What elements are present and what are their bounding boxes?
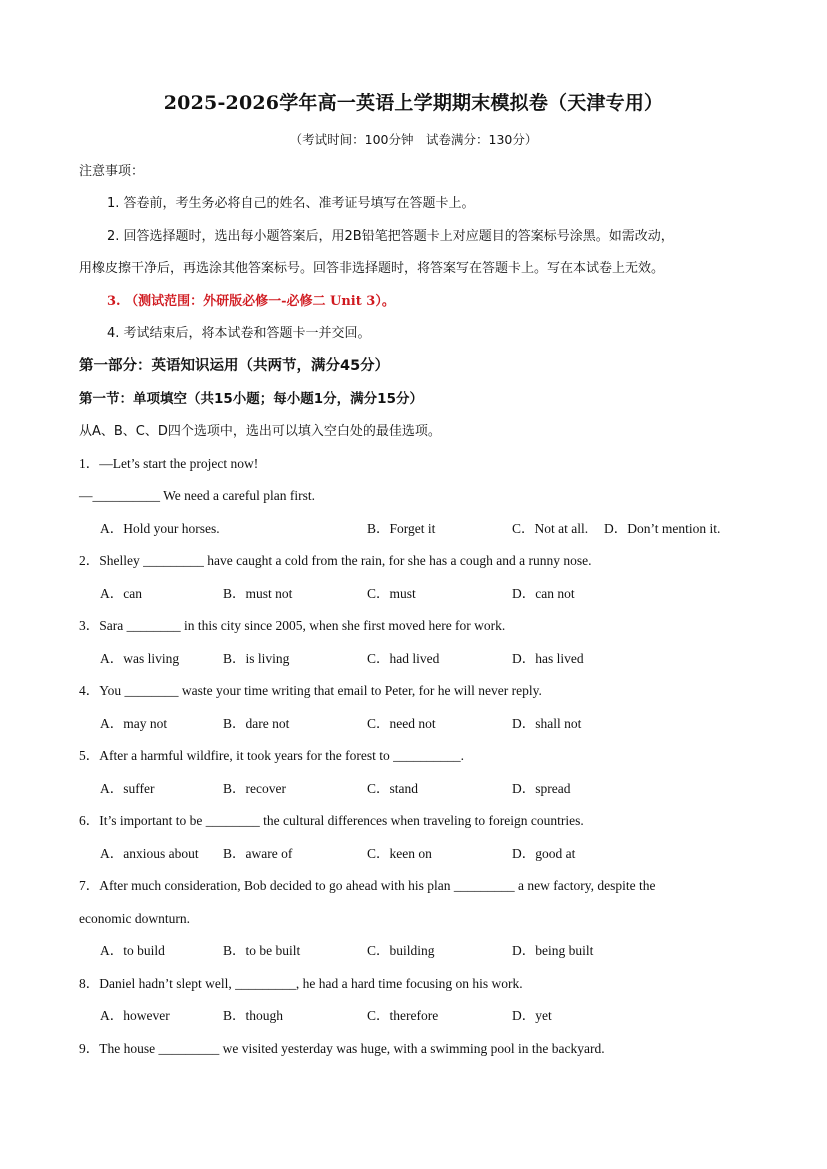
- question-4-stem: 4．You ________ waste your time writing that email to Peter, for he will never reply.: [79, 683, 542, 698]
- q6-option-a[interactable]: A．anxious about: [100, 846, 199, 861]
- section-1-heading: 第一节：单项填空（共15小题；每小题1分，满分15分）: [79, 391, 423, 407]
- q2-option-d[interactable]: D．can not: [512, 586, 575, 601]
- q7-option-a[interactable]: A．to build: [100, 943, 165, 958]
- question-3-stem: 3．Sara ________ in this city since 2005, when she first moved here for work.: [79, 618, 506, 633]
- q5-option-c[interactable]: C．stand: [367, 781, 419, 796]
- q4-option-b[interactable]: B．dare not: [223, 716, 290, 731]
- q3-option-a[interactable]: A．was living: [100, 651, 180, 666]
- q5-option-d[interactable]: D．spread: [512, 781, 571, 796]
- q6-option-d[interactable]: D．good at: [512, 846, 576, 861]
- question-9-stem: 9．The house _________ we visited yesterday was huge, with a swimming pool in the backyard.: [79, 1041, 605, 1056]
- q7-option-c[interactable]: C．building: [367, 943, 435, 958]
- q1-option-b[interactable]: B．Forget it: [367, 521, 436, 536]
- question-7-stem-2: economic downturn.: [79, 911, 190, 926]
- note-1: 1. 答卷前，考生务必将自己的姓名、准考证号填写在答题卡上。: [107, 196, 475, 211]
- page-title: 2025-2026学年高一英语上学期期末模拟卷（天津专用）: [163, 92, 664, 114]
- q3-option-d[interactable]: D．has lived: [512, 651, 584, 666]
- note-4: 4. 考试结束后，将本试卷和答题卡一并交回。: [107, 326, 371, 341]
- notes-heading: 注意事项：: [79, 164, 145, 179]
- q5-option-b[interactable]: B．recover: [223, 781, 286, 796]
- q5-option-a[interactable]: A．suffer: [100, 781, 155, 796]
- question-5-stem: 5．After a harmful wildfire, it took years for the forest to __________.: [79, 748, 465, 763]
- q6-option-c[interactable]: C．keen on: [367, 846, 432, 861]
- part-1-heading: 第一部分：英语知识运用（共两节，满分45分）: [79, 358, 390, 374]
- q1-option-c[interactable]: C．Not at all.: [512, 521, 589, 536]
- section-instruction: 从A、B、C、D四个选项中，选出可以填入空白处的最佳选项。: [79, 424, 441, 439]
- note-2-line-2: 用橡皮擦干净后，再选涂其他答案标号。回答非选择题时，将答案写在答题卡上。写在本试卷上无效。: [79, 261, 665, 276]
- q3-option-b[interactable]: B．is living: [223, 651, 290, 666]
- q7-option-b[interactable]: B．to be built: [223, 943, 301, 958]
- q8-option-c[interactable]: C．therefore: [367, 1008, 439, 1023]
- exam-info: （考试时间：100分钟 试卷满分：130分）: [289, 132, 538, 147]
- question-7-stem: 7．After much consideration, Bob decided to go ahead with his plan _________ a new factory, despite the: [79, 878, 656, 893]
- q1-option-a[interactable]: A．Hold your horses.: [100, 521, 220, 536]
- question-8-stem: 8．Daniel hadn’t slept well, _________, he had a hard time focusing on his work.: [79, 976, 523, 991]
- q8-option-a[interactable]: A．however: [100, 1008, 170, 1023]
- q4-option-a[interactable]: A．may not: [100, 716, 168, 731]
- q1-option-d[interactable]: D．Don’t mention it.: [604, 521, 721, 536]
- question-6-stem: 6．It’s important to be ________ the cultural differences when traveling to foreign countries.: [79, 813, 584, 828]
- question-1-stem-2: —__________ We need a careful plan first.: [79, 488, 315, 503]
- note-2-line-1: 2. 回答选择题时，选出每小题答案后，用2B铅笔把答题卡上对应题目的答案标号涂黑。如需改动，: [107, 229, 674, 244]
- q8-option-b[interactable]: B．though: [223, 1008, 284, 1023]
- q6-option-b[interactable]: B．aware of: [223, 846, 293, 861]
- q3-option-c[interactable]: C．had lived: [367, 651, 440, 666]
- q7-option-d[interactable]: D．being built: [512, 943, 594, 958]
- q8-option-d[interactable]: D．yet: [512, 1008, 552, 1023]
- question-2-stem: 2．Shelley _________ have caught a cold from the rain, for she has a cough and a runny nose.: [79, 553, 592, 568]
- note-3-test-scope: 3. （测试范围：外研版必修一-必修二 Unit 3）。: [107, 294, 395, 309]
- q2-option-a[interactable]: A．can: [100, 586, 142, 601]
- q2-option-c[interactable]: C．must: [367, 586, 416, 601]
- q2-option-b[interactable]: B．must not: [223, 586, 293, 601]
- q4-option-d[interactable]: D．shall not: [512, 716, 582, 731]
- q4-option-c[interactable]: C．need not: [367, 716, 436, 731]
- question-1-stem: 1．—Let’s start the project now!: [79, 456, 259, 471]
